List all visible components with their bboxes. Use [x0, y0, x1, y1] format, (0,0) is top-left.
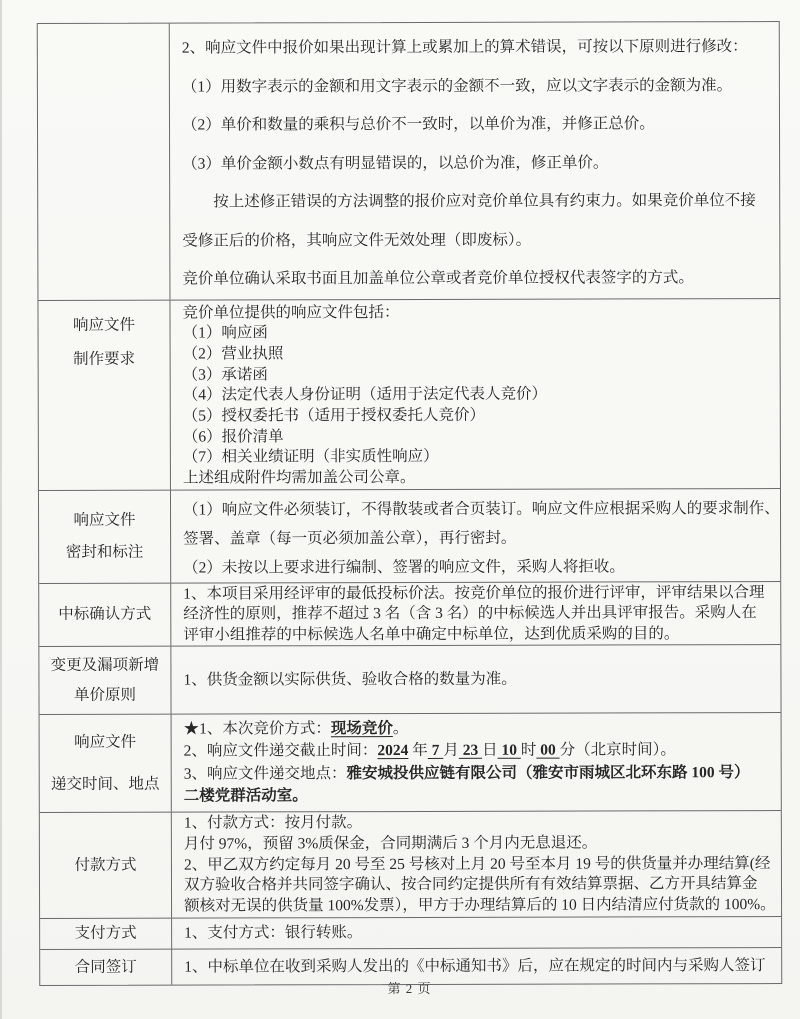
- content-line: [184, 762, 775, 786]
- row-label-line: 付款方式: [74, 856, 137, 874]
- table-row: [38, 22, 780, 299]
- content-line: [183, 322, 774, 344]
- row-label-cell: [40, 715, 172, 812]
- content-line: [184, 895, 775, 917]
- table-row: [39, 644, 780, 714]
- content-line: [184, 812, 775, 834]
- text-run: 1、付款方式：按月付款。: [183, 814, 363, 832]
- content-line: [183, 523, 774, 554]
- row-label-cell: [39, 490, 171, 582]
- text-run: （3）承诺函: [182, 365, 268, 384]
- text-run: （5）授权委托书（适用于授权委托人竞价）: [182, 406, 486, 425]
- row-label-line: 中标确认方式: [58, 605, 152, 623]
- content-line: [184, 854, 775, 876]
- text-run: 经济性的原则，推荐不超过 3 名（含 3 名）的中标候选人并出具评审报告。采购人在: [183, 604, 757, 623]
- row-label-line: 密封和标注: [65, 543, 144, 561]
- text-run: 月付 97%，预留 3%质保金，合同期满后 3 个月内无息退还。: [183, 834, 598, 853]
- text-run: （1）响应文件必须装订，不得散装或者合页装订。响应文件应根据采购人的要求制作、: [182, 499, 780, 519]
- content-line: [182, 182, 773, 222]
- content-line: [183, 343, 774, 365]
- text-run: （3）单价金额小数点有明显错误的，以总价为准，修正单价。: [182, 153, 609, 173]
- row-content-cell: [170, 299, 779, 490]
- row-label-line: 合同签订: [74, 958, 137, 976]
- row-content-cell: [172, 811, 781, 918]
- row-label-cell: [38, 24, 171, 300]
- content-line: [184, 874, 775, 896]
- content-line: [184, 956, 775, 978]
- row-content-cell: [172, 917, 781, 949]
- content-line: [182, 221, 773, 261]
- text-run: 评审小组推荐的中标候选人名单中确定中标单位，达到优质采购的目的。: [183, 624, 680, 644]
- row-label-line: 制作要求: [73, 350, 136, 368]
- row-label-line: 响应文件: [74, 733, 137, 751]
- text-run: 双方验收合格并共同签字确认、按合同约定提供所有有效结算票据、乙方开具结算金: [183, 875, 758, 895]
- text-run: 时: [520, 742, 537, 760]
- row-label-cell: [40, 813, 172, 918]
- text-run: 日: [482, 742, 498, 760]
- text-run: 额核对无误的供货量 100%发票），甲方于办理结算后的 10 日内结清应付货款的 100%。: [184, 896, 776, 915]
- content-line: [183, 384, 774, 406]
- row-content-cell: [171, 645, 780, 714]
- row-label-line: 支付方式: [74, 924, 137, 942]
- text-run: 签署、盖章（每一页必须加盖公章），再行密封。: [183, 529, 517, 548]
- text-run: 按上述修正错误的方法调整的报价应对竞价单位具有约束力。如果竞价单位不接: [182, 192, 756, 211]
- text-run: 1、中标单位在收到采购人发出的《中标通知书》后，应在规定的时间内与采购人签订: [184, 956, 766, 976]
- table-row: [38, 298, 779, 490]
- row-label-line: 响应文件: [72, 316, 136, 334]
- text-run: 2、甲乙双方约定每月 20 号至 25 号核对上月 20 号至本月 19 号的供货量并办理结算(经: [183, 854, 771, 874]
- page-number: 第 2 页: [387, 981, 432, 996]
- text-run: 受修正后的价格，其响应文件无效处理（即废标）。: [182, 231, 532, 250]
- content-line: [182, 28, 773, 68]
- text-run: 现场竞价: [330, 720, 393, 738]
- row-label-line: 递交时间、地点: [50, 775, 160, 793]
- table-row: [40, 810, 781, 918]
- text-run: 7: [427, 742, 444, 760]
- content-line: [183, 426, 774, 448]
- text-run: 1、供货金额以实际供货、验收合格的数量为准。: [183, 670, 517, 689]
- text-run: 。: [392, 720, 409, 738]
- text-run: 00: [536, 742, 560, 760]
- content-line: [182, 105, 773, 145]
- text-run: 1、本项目采用经评审的最低投标价法。按竞价单位的报价进行评审，评审结果以合理: [183, 583, 765, 603]
- row-label-cell: [39, 647, 171, 714]
- scan-edge-artifact: [0, 0, 2, 1019]
- content-line: [182, 494, 780, 525]
- text-run: 月: [443, 742, 459, 760]
- table-row: [40, 916, 781, 949]
- text-run: （2）单价和数量的乘积与总价不一致时，以单价为准，并修正总价。: [181, 115, 655, 134]
- content-line: [182, 67, 773, 107]
- content-line: [183, 583, 774, 605]
- content-line: [182, 302, 773, 324]
- text-run: 竞价单位提供的响应文件包括：: [182, 303, 400, 322]
- content-line: [183, 405, 774, 427]
- text-run: 3、响应文件递交地点：: [183, 765, 347, 783]
- content-line: [184, 717, 775, 741]
- content-line: [184, 739, 775, 763]
- content-line: [184, 922, 775, 944]
- text-run: （1）用数字表示的金额和用文字表示的金额不一致，应以文字表示的金额为准。: [181, 76, 733, 96]
- row-label-line: 单价原则: [73, 686, 137, 704]
- row-label-cell: [38, 300, 170, 490]
- content-line: [184, 784, 775, 808]
- row-content-cell: [171, 489, 780, 583]
- text-run: （4）法定代表人身份证明（适用于法定代表人竞价）: [182, 385, 548, 404]
- table-row: [40, 712, 781, 812]
- content-line: [182, 144, 773, 184]
- content-line: [183, 668, 774, 691]
- text-run: 2024: [377, 742, 409, 760]
- content-line: [183, 467, 774, 489]
- row-label-line: 响应文件: [73, 511, 136, 529]
- text-run: 竞价单位确认采取书面且加盖单位公章或者竞价单位授权代表签字的方式。: [182, 269, 694, 288]
- row-label-cell: [39, 583, 171, 646]
- requirements-table: [37, 21, 783, 986]
- text-run: 10: [497, 742, 521, 760]
- table-row: [39, 581, 780, 646]
- text-run: 上述组成附件均需加盖公司公章。: [182, 469, 416, 487]
- text-run: 分（北京时间）。: [559, 741, 676, 760]
- row-label-line: 变更及漏项新增: [50, 656, 160, 674]
- text-run: （1）响应函: [182, 324, 268, 342]
- content-line: [183, 446, 774, 468]
- text-run: （2）营业执照: [182, 345, 284, 363]
- text-run: 雅安城投供应链有限公司（雅安市雨城区北环东路 100 号）: [346, 763, 750, 783]
- content-line: [183, 552, 774, 583]
- text-run: ★1、本次竞价方式：: [183, 720, 331, 738]
- content-line: [183, 624, 774, 646]
- row-content-cell: [172, 713, 781, 812]
- row-content-cell: [171, 582, 780, 646]
- text-run: （2）未按以上要求进行编制、签署的响应文件，采购人将拒收。: [183, 558, 625, 577]
- text-run: （7）相关业绩证明（非实质性响应）: [182, 448, 439, 467]
- text-run: （6）报价清单: [182, 428, 284, 446]
- row-content-cell: [170, 22, 780, 299]
- row-label-cell: [40, 919, 172, 949]
- content-line: [183, 603, 774, 625]
- text-run: 二楼党群活动室。: [183, 787, 308, 805]
- text-run: 2、响应文件递交截止时间：: [183, 742, 378, 761]
- text-run: 23: [458, 742, 483, 760]
- content-line: [182, 259, 773, 299]
- table-row: [39, 488, 780, 583]
- content-line: [184, 833, 775, 855]
- content-line: [183, 364, 774, 386]
- text-run: 2、响应文件中报价如果出现计算上或累加上的算术错误，可按以下原则进行修改：: [181, 38, 748, 57]
- text-run: 1、支付方式：银行转账。: [184, 924, 363, 942]
- text-run: 年: [408, 742, 428, 760]
